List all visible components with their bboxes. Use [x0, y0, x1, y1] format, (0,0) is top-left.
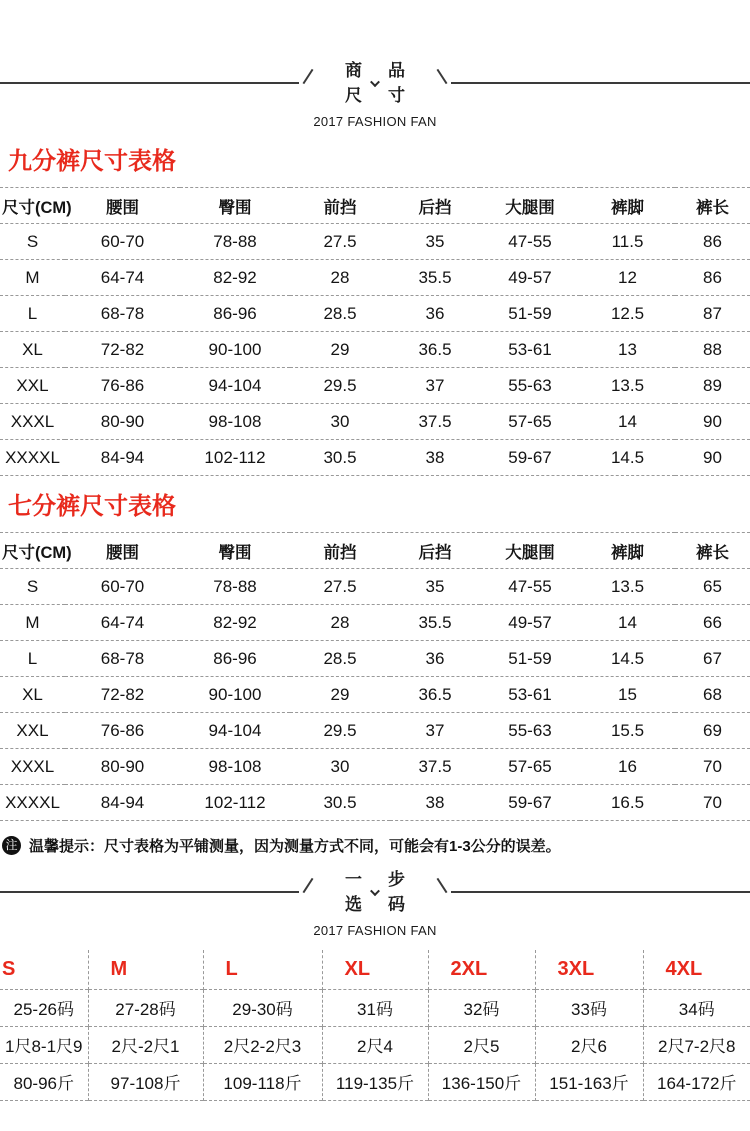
- table-cell: 86-96: [213, 303, 257, 323]
- column-header: 前挡: [323, 198, 357, 217]
- table-cell: M: [25, 267, 40, 287]
- table-cell: 70: [703, 792, 722, 812]
- table-cell: 102-112: [204, 447, 266, 467]
- table-cell: 12: [618, 267, 637, 287]
- table-cell: 51-59: [508, 303, 552, 323]
- table-cell: 2尺2-2尺3: [203, 1026, 322, 1063]
- table-cell: 60-70: [100, 231, 145, 251]
- table-cell: 28: [330, 612, 350, 632]
- table-cell: 27-28码: [88, 989, 203, 1026]
- table-cell: 47-55: [508, 231, 552, 251]
- table-cell: 2尺6: [535, 1026, 643, 1063]
- table-cell: 37.5: [418, 756, 452, 776]
- bottom-spacer: [0, 1101, 750, 1131]
- table-cell: 29: [330, 684, 350, 704]
- divider-label-bottom: 尺寸: [345, 86, 431, 105]
- table-cell: 16.5: [610, 792, 645, 812]
- table-cell: 30: [330, 411, 350, 431]
- column-header: 裤长: [696, 543, 729, 562]
- table-cell: 36: [425, 648, 445, 668]
- table-cell: 68-78: [100, 648, 145, 668]
- table-cell: 97-108斤: [88, 1063, 203, 1100]
- table-cell: 55-63: [508, 375, 552, 395]
- divider-line-right: [451, 82, 750, 84]
- table-row: [0, 989, 750, 1026]
- column-header: 大腿围: [505, 543, 555, 562]
- table-cell: 14.5: [610, 447, 645, 467]
- divider-line-left: [0, 891, 299, 893]
- table-cell: 35.5: [418, 612, 452, 632]
- table-cell: 53-61: [508, 684, 552, 704]
- column-header: 腰围: [106, 543, 139, 562]
- table-cell: 59-67: [508, 792, 552, 812]
- table-cell: XXXXL: [5, 792, 60, 812]
- table-cell: 36.5: [418, 684, 452, 704]
- divider-label-block: [321, 867, 429, 917]
- table-cell: 78-88: [213, 231, 257, 251]
- note-text: 温馨提示：尺寸表格为平铺测量，因为测量方式不同，可能会有1-3公分的误差。: [29, 838, 561, 855]
- table-cell: 30.5: [323, 447, 357, 467]
- table-cell: 87: [703, 303, 722, 323]
- table-cell: 14: [618, 612, 637, 632]
- table-cell: 1尺8-1尺9: [5, 1037, 83, 1056]
- table-cell: 109-118斤: [203, 1063, 322, 1100]
- table-cell: 60-70: [100, 576, 145, 596]
- column-header: M: [88, 950, 203, 989]
- table-cell: 66: [703, 612, 722, 632]
- table-cell: 25-26码: [13, 1000, 74, 1019]
- table-cell: XL: [22, 339, 43, 359]
- table-cell: 36: [425, 303, 445, 323]
- table-row: [0, 641, 750, 677]
- table-row: [0, 260, 750, 296]
- table-cell: 28.5: [323, 648, 357, 668]
- table-header-row: [0, 533, 750, 569]
- table-cell: 49-57: [508, 612, 552, 632]
- table-cell: 35: [425, 231, 445, 251]
- table-cell: 86-96: [213, 648, 257, 668]
- table-cell: 90: [703, 447, 722, 467]
- divider-row: [0, 57, 750, 109]
- column-header: 4XL: [643, 950, 750, 989]
- table-cell: 70: [703, 756, 722, 776]
- table-cell: 35: [425, 576, 445, 596]
- table-cell: M: [25, 612, 40, 632]
- table-cell: 68: [703, 684, 722, 704]
- table-cell: 84-94: [100, 447, 145, 467]
- table-cell: 76-86: [100, 375, 145, 395]
- table-cell: 37: [425, 720, 445, 740]
- table-cell: 31码: [322, 989, 428, 1026]
- table-cell: 151-163斤: [535, 1063, 643, 1100]
- table-cell: 57-65: [508, 411, 552, 431]
- table-cell: 29.5: [323, 375, 357, 395]
- table-cell: 84-94: [100, 792, 145, 812]
- nine-pants-title: 九分裤尺寸表格: [8, 148, 176, 175]
- table-cell: 30.5: [323, 792, 357, 812]
- table-cell: 12.5: [610, 303, 645, 323]
- table-cell: 2尺4: [322, 1026, 428, 1063]
- table-cell: XL: [22, 684, 43, 704]
- column-header: 2XL: [428, 950, 535, 989]
- table-cell: 14.5: [610, 648, 645, 668]
- table-cell: 72-82: [100, 339, 145, 359]
- table-cell: 16: [618, 756, 637, 776]
- table-row: [0, 404, 750, 440]
- table-cell: 82-92: [213, 267, 257, 287]
- table-cell: 32码: [428, 989, 535, 1026]
- nine-pants-size-table: [0, 187, 750, 476]
- table-row: [0, 224, 750, 260]
- table-row: [0, 605, 750, 641]
- table-cell: 55-63: [508, 720, 552, 740]
- table-cell: 57-65: [508, 756, 552, 776]
- table-cell: 2尺7-2尺8: [643, 1026, 750, 1063]
- column-header: 后挡: [418, 543, 452, 562]
- table-cell: 164-172斤: [643, 1063, 750, 1100]
- divider-label-block: [321, 58, 429, 108]
- table-cell: 38: [425, 792, 445, 812]
- column-header: S: [2, 957, 16, 980]
- table-row: [0, 368, 750, 404]
- table-cell: 15.5: [610, 720, 645, 740]
- table-cell: 90-100: [208, 684, 262, 704]
- table-cell: 13.5: [610, 576, 645, 596]
- column-header: 3XL: [535, 950, 643, 989]
- table-cell: 29: [330, 339, 350, 359]
- table-cell: 98-108: [208, 756, 262, 776]
- column-header: L: [203, 950, 322, 989]
- divider-line-right: [451, 891, 750, 893]
- table-cell: 80-96斤: [13, 1074, 74, 1093]
- table-cell: 86: [703, 267, 722, 287]
- table-cell: 36.5: [418, 339, 452, 359]
- divider-label-top: 商品: [345, 61, 431, 80]
- table-cell: 15: [618, 684, 637, 704]
- column-header: 尺寸(CM): [2, 543, 72, 562]
- column-header: 裤脚: [611, 198, 644, 217]
- divider-slash-right: [437, 68, 448, 83]
- divider-row: [0, 866, 750, 918]
- table-cell: 35.5: [418, 267, 452, 287]
- table-cell: 90: [703, 411, 722, 431]
- table-cell: 68-78: [100, 303, 145, 323]
- column-header: 后挡: [418, 198, 452, 217]
- table-cell: XXXXL: [5, 447, 60, 467]
- note-circle-icon: 注: [2, 836, 21, 855]
- table-row: [0, 1063, 750, 1100]
- table-cell: 82-92: [213, 612, 257, 632]
- table-cell: S: [26, 576, 39, 596]
- column-header: 大腿围: [505, 198, 555, 217]
- table-cell: 64-74: [100, 267, 145, 287]
- divider-subtitle: 2017 FASHION FAN: [313, 114, 437, 129]
- table-cell: L: [27, 303, 38, 323]
- table-cell: 86: [703, 231, 722, 251]
- size-select-table: [0, 950, 750, 1101]
- table-cell: 119-135斤: [322, 1063, 428, 1100]
- table-cell: 27.5: [323, 231, 357, 251]
- table-cell: 37.5: [418, 411, 452, 431]
- table-cell: 28: [330, 267, 350, 287]
- section-divider-product-size: [0, 0, 750, 129]
- table-cell: 72-82: [100, 684, 145, 704]
- measurement-note: [2, 835, 750, 856]
- table-row: [0, 713, 750, 749]
- table-cell: 38: [425, 447, 445, 467]
- table-cell: 14: [618, 411, 637, 431]
- table-header-row: [0, 950, 750, 989]
- table-row: [0, 749, 750, 785]
- table-header-row: [0, 188, 750, 224]
- table-cell: XXL: [16, 375, 49, 395]
- column-header: 臀围: [218, 543, 252, 562]
- divider-slash-left: [303, 68, 314, 83]
- table-row: [0, 785, 750, 821]
- divider-label-top: 一步: [345, 870, 431, 889]
- table-cell: 102-112: [204, 792, 266, 812]
- divider-slash-left: [303, 877, 314, 892]
- table-cell: 90-100: [208, 339, 262, 359]
- table-cell: 13: [618, 339, 637, 359]
- table-row: [0, 569, 750, 605]
- table-cell: S: [26, 231, 39, 251]
- table-cell: 37: [425, 375, 445, 395]
- table-cell: 80-90: [100, 756, 145, 776]
- table-cell: 89: [703, 375, 722, 395]
- table-cell: 13.5: [610, 375, 645, 395]
- table-row: [0, 296, 750, 332]
- table-cell: 2尺-2尺1: [88, 1026, 203, 1063]
- table-cell: 59-67: [508, 447, 552, 467]
- divider-label-bottom: 选码: [345, 895, 431, 914]
- table-cell: 34码: [643, 989, 750, 1026]
- table-cell: 67: [703, 648, 722, 668]
- table-cell: 53-61: [508, 339, 552, 359]
- table-cell: 78-88: [213, 576, 257, 596]
- column-header: 腰围: [106, 198, 139, 217]
- table-cell: 76-86: [100, 720, 145, 740]
- table-cell: 28.5: [323, 303, 357, 323]
- table-cell: 51-59: [508, 648, 552, 668]
- column-header: 裤脚: [611, 543, 644, 562]
- table-cell: 94-104: [208, 375, 262, 395]
- seven-pants-title: 七分裤尺寸表格: [8, 493, 176, 520]
- table-cell: 64-74: [100, 612, 145, 632]
- divider-subtitle: 2017 FASHION FAN: [313, 923, 437, 938]
- table-cell: XXL: [16, 720, 49, 740]
- table-row: [0, 677, 750, 713]
- table-cell: 98-108: [208, 411, 262, 431]
- table-row: [0, 440, 750, 476]
- seven-pants-size-table: [0, 532, 750, 821]
- table-cell: 49-57: [508, 267, 552, 287]
- column-header: 臀围: [218, 198, 252, 217]
- table-cell: 2尺5: [428, 1026, 535, 1063]
- table-cell: 88: [703, 339, 722, 359]
- table-cell: 29-30码: [203, 989, 322, 1026]
- column-header: 前挡: [323, 543, 357, 562]
- column-header: 裤长: [696, 198, 729, 217]
- table-cell: XXXL: [10, 411, 55, 431]
- table-cell: 69: [703, 720, 722, 740]
- table-cell: XXXL: [10, 756, 55, 776]
- table-cell: 11.5: [611, 231, 644, 251]
- table-row: [0, 1026, 750, 1063]
- table-cell: 33码: [535, 989, 643, 1026]
- section-divider-size-select: [0, 866, 750, 938]
- table-cell: 94-104: [208, 720, 262, 740]
- table-cell: 65: [703, 576, 722, 596]
- table-cell: 47-55: [508, 576, 552, 596]
- table-cell: 80-90: [100, 411, 145, 431]
- table-cell: 30: [330, 756, 350, 776]
- divider-line-left: [0, 82, 299, 84]
- divider-slash-right: [437, 877, 448, 892]
- table-cell: 136-150斤: [428, 1063, 535, 1100]
- column-header: XL: [322, 950, 428, 989]
- table-cell: 29.5: [323, 720, 357, 740]
- table-cell: L: [27, 648, 38, 668]
- table-row: [0, 332, 750, 368]
- column-header: 尺寸(CM): [2, 198, 72, 217]
- table-cell: 27.5: [323, 576, 357, 596]
